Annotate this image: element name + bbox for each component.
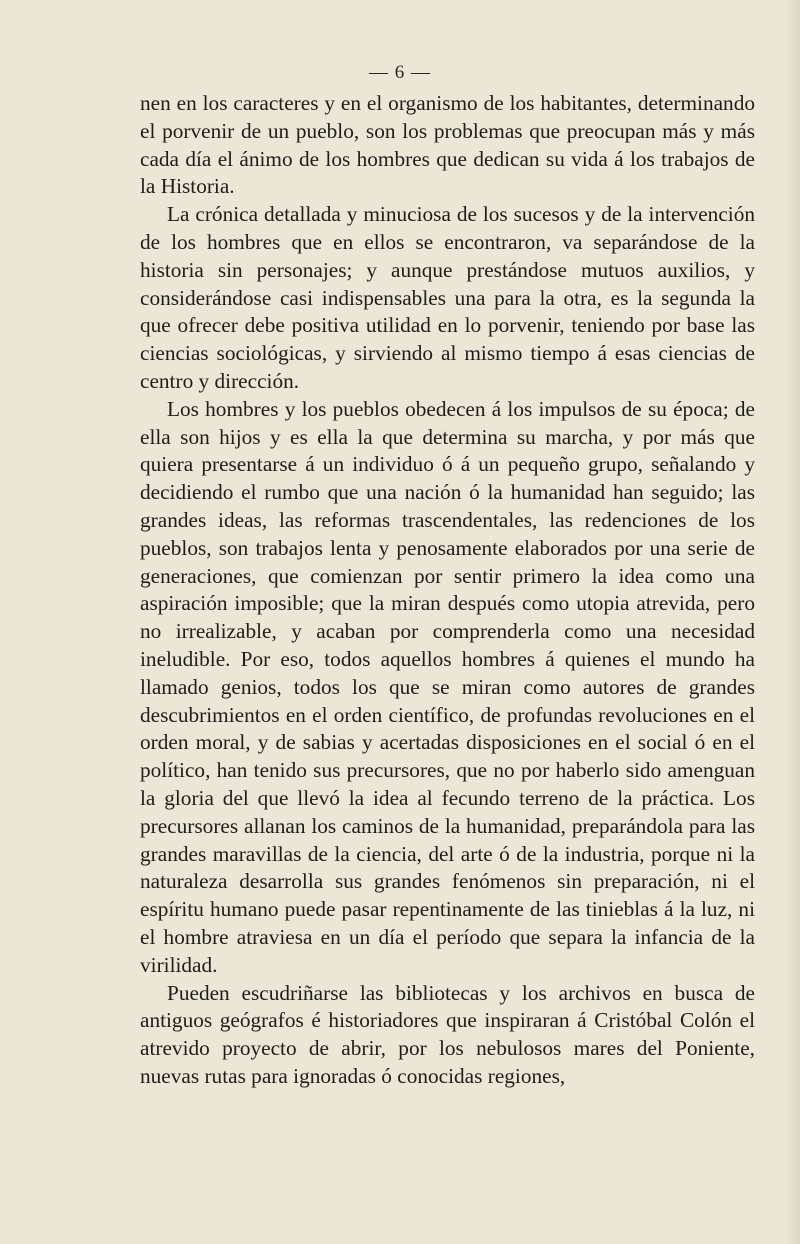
paragraph-1: nen en los caracteres y en el organismo de los habitantes, determinando el porvenir de un pueblo, son los problemas que preocupan más y más cada día el ánimo de los hombres que dedican su vida á los trabajos de la Historia. [140,91,755,199]
paragraph-2: La crónica detallada y minuciosa de los sucesos y de la intervención de los hombres que en ellos se encontraron, va separándose de la historia sin personajes; y aunque prestándose mutuos auxilios, y considerándose casi indispensables una para la otra, es la segunda la que ofrecer debe positiva utilidad en lo porvenir, teniendo por base las ciencias sociológicas, y sirviendo al mismo tiempo á esas ciencias de centro y dirección. [140,202,755,393]
body-text [140,90,755,1091]
paragraph-4: Pueden escudriñarse las bibliotecas y los archivos en busca de antiguos geógrafos é historiadores que inspiraran á Cristóbal Colón el atrevido proyecto de abrir, por los nebulosos mares del Poniente, nuevas rutas para ignoradas ó conocidas regiones, [140,980,755,1088]
paragraph-3: Los hombres y los pueblos obedecen á los impulsos de su época; de ella son hijos y es ella la que determina su marcha, y por más que quiera presentarse á un individuo ó á un pequeño grupo, señalando y decidiendo el rumbo que una nación ó la humanidad han seguido; las grandes ideas, las reformas trascendentales, las redenciones de los pueblos, son trabajos lenta y penosamente elaborados por una serie de generaciones, que comienzan por sentir primero la idea como una aspiración imposible; que la miran después como utopia atrevida, pero no irrealizable, y acaban por comprenderla como una necesidad ineludible. Por eso, todos aquellos hombres á quienes el mundo ha llamado genios, todos los que se miran como autores de grandes descubrimientos en el orden científico, de profundas revoluciones en el orden moral, y de sabias y acertadas disposiciones en el social ó en el político, han tenido sus precursores, que no por haberlo sido amenguan la gloria del que llevó la idea al fecundo terreno de la práctica. Los precursores allanan los caminos de la humanidad, preparándola para las grandes maravillas de la ciencia, del arte ó de la industria, porque ni la naturaleza desarrolla sus grandes fenómenos sin preparación, ni el espíritu humano puede pasar repentinamente de las tinieblas á la luz, ni el hombre atraviesa en un día el período que separa la infancia de la virilidad. [140,396,755,977]
page-edge-shadow [786,0,800,1244]
page-number: — 6 — [369,62,431,83]
